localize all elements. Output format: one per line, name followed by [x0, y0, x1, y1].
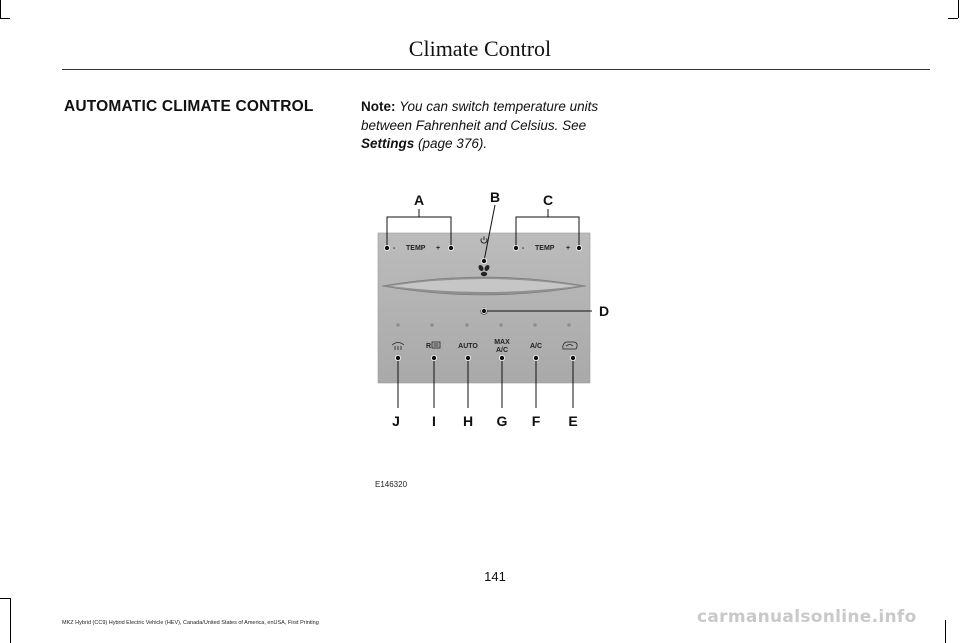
max-ac-line2: A/C: [495, 347, 509, 354]
note-paragraph: [361, 98, 626, 154]
temp-left-minus: -: [393, 245, 396, 252]
callout-dot: [481, 308, 486, 313]
crop-mark-top-left-h: [0, 18, 10, 19]
crop-mark-bottom-left: [10, 598, 11, 643]
settings-link[interactable]: Settings: [361, 136, 415, 151]
auto-button-label: AUTO: [458, 343, 478, 350]
crop-mark-top-right: [958, 0, 959, 18]
callout-j: J: [392, 413, 400, 429]
crop-mark-bottom-right: [945, 620, 946, 643]
footer-text: MKZ Hybrid (CC9) Hybrid Electric Vehicle (HEV), Canada/United States of America, enUSA, First Printing: [62, 620, 319, 626]
callout-dot: [533, 355, 538, 360]
callout-dot: [465, 355, 470, 360]
watermark[interactable]: carmanualsonline.info: [697, 607, 917, 627]
indicator-dot: [465, 323, 469, 327]
climate-control-diagram: [370, 180, 620, 440]
callout-dot: [481, 258, 486, 263]
temp-right-label: TEMP: [535, 245, 555, 252]
ac-button-label: A/C: [529, 343, 543, 350]
callout-dot: [395, 355, 400, 360]
callout-a: A: [413, 192, 425, 208]
callout-i: I: [432, 413, 436, 429]
callout-f: F: [531, 413, 541, 429]
callout-c: C: [542, 192, 554, 208]
rear-defrost-letter: R: [426, 343, 432, 350]
temp-left-plus: +: [436, 245, 441, 252]
temp-right-plus: +: [566, 245, 571, 252]
note-label: Note:: [361, 99, 396, 114]
callout-b: B: [489, 189, 501, 205]
indicator-dot: [430, 323, 434, 327]
indicator-dot: [533, 323, 537, 327]
note-text: You can switch temperature units between Fahrenheit and Celsius. See: [361, 99, 599, 133]
section-heading: AUTOMATIC CLIMATE CONTROL: [64, 98, 314, 115]
callout-dot: [384, 245, 389, 250]
callout-dot: [448, 245, 453, 250]
crop-mark-bottom-left-h: [0, 598, 10, 599]
callout-dot: [576, 245, 581, 250]
page-title: Climate Control: [408, 36, 552, 61]
crop-mark-top-right-h: [948, 18, 958, 19]
title-rule: [62, 69, 930, 70]
callout-dot: [513, 245, 518, 250]
indicator-dot: [396, 323, 400, 327]
callout-e: E: [568, 413, 578, 429]
crop-mark-top-left: [0, 0, 1, 18]
callout-g: G: [496, 413, 508, 429]
callout-dot: [499, 355, 504, 360]
temp-left-label: TEMP: [406, 245, 426, 252]
callout-dot: [570, 355, 575, 360]
temp-right-minus: -: [522, 245, 525, 252]
indicator-dot: [499, 323, 503, 327]
image-code: E146320: [375, 480, 408, 489]
page-number: 141: [484, 569, 506, 584]
max-ac-line1: MAX: [494, 339, 510, 346]
indicator-dot: [567, 323, 571, 327]
page-reference: (page 376).: [418, 136, 488, 151]
callout-d: D: [598, 303, 610, 319]
callout-dot: [431, 355, 436, 360]
callout-h: H: [462, 413, 474, 429]
